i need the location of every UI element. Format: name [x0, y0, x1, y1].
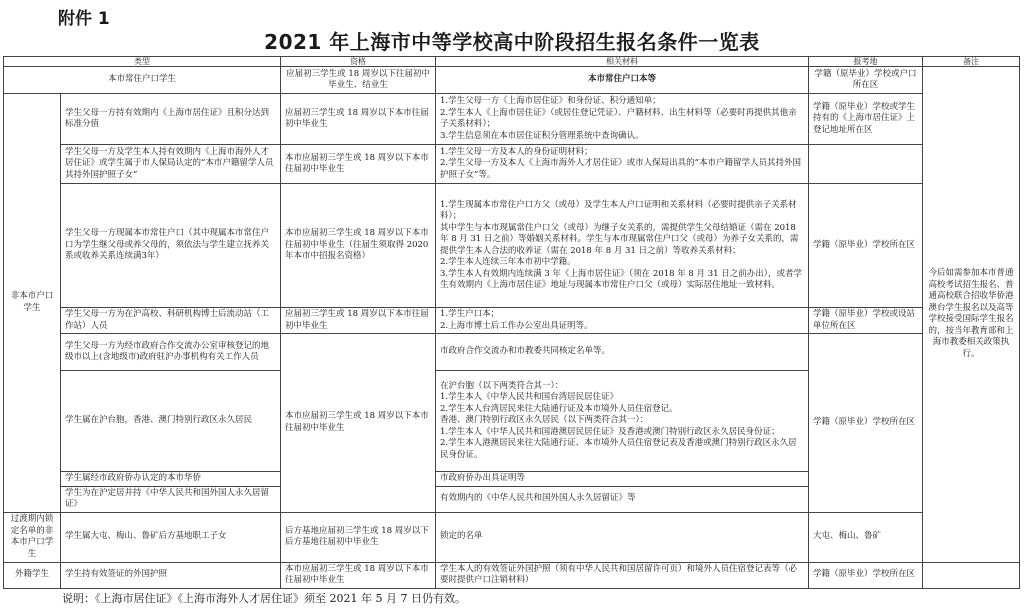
transition-label: 过渡期内锁定名单的非本市户口学生	[4, 512, 61, 562]
material-line: 2.上海市博士后工作办公室出具证明等。	[440, 320, 593, 331]
material-line: 1.学生户口本；	[440, 309, 500, 319]
nonlocal-label: 非本市户口学生	[4, 94, 61, 513]
location-cell: 学籍（原毕业）学校或学生持有的《上海市居住证》上登记地址所在区	[809, 94, 923, 145]
table-row	[4, 562, 1020, 588]
table-row	[4, 184, 1020, 308]
location-cell: 学籍（原毕业）学校所在区	[809, 334, 923, 513]
table-row	[4, 94, 1020, 145]
material-line: 1.学生本人《中华人民共和国港澳居民居住证》及香港或澳门特别行政区永久居民身份证；	[440, 426, 780, 437]
material-line: 2.学生本人港澳居民来往大陆通行证、本市境外人员住宿登记表及香港或澳门特别行政区永久居民身份证。	[440, 438, 797, 460]
local-location: 学籍（原毕业）学校或户口所在区	[809, 67, 923, 94]
category-cell: 学生父母一方持有效期内《上海市居住证》且积分达到标准分值	[61, 94, 281, 145]
table-row	[4, 145, 1020, 184]
qualification-cell: 应届初三学生或 18 周岁以下本市往届初中毕业生	[281, 94, 436, 145]
qualification-cell: 本市应届初三学生或 18 周岁以下本市往届初中毕业生	[281, 334, 436, 513]
material-line: 市政府侨办出具证明等	[440, 473, 526, 483]
footnote: 说明：《上海市居住证》《上海市海外人才居住证》须至 2021 年 5 月 7 日仍有效。	[62, 592, 466, 605]
header-remarks: 备注	[923, 57, 1020, 67]
material-line: 市政府合作交流办和市教委共同核定名单等。	[440, 346, 611, 357]
material-line: 1.学生父母一方《上海市居住证》和身份证、积分通知单；	[440, 96, 661, 106]
foreign-label: 外籍学生	[4, 562, 61, 588]
table-row	[4, 67, 1020, 94]
local-qualification: 应届初三学生或 18 周岁以下往届初中毕业生、结业生	[281, 67, 436, 94]
materials-cell	[436, 371, 809, 472]
remarks-empty-cell	[923, 562, 1020, 588]
materials-cell	[436, 184, 809, 308]
materials-cell	[436, 145, 809, 184]
category-cell: 学生父母一方为经市政府合作交流办公室审核登记的地级市以上(含地级市)政府驻沪办事机构有关工作人员	[61, 334, 281, 371]
remarks-cell: 今后如需参加本市普通高校考试招生报名、普通高校联合招收华侨港澳台学生报名以及高等学校接受国际学生报名的，按当年教育部和上海市教委相关政策执行。	[923, 67, 1020, 563]
material-line: 有效期内的《中华人民共和国外国人永久居留证》等	[440, 493, 636, 504]
materials-cell	[436, 334, 809, 371]
category-cell: 学生父母一方及学生本人持有效期内《上海市海外人才居住证》或学生属于市人保局认定的“本市户籍留学人员其持外国护照子女”	[61, 145, 281, 184]
local-materials: 本市常住户口本等	[436, 67, 809, 94]
category-cell: 学生属大屯、梅山、鲁矿后方基地职工子女	[61, 512, 281, 562]
material-line: 2.学生父母一方及本人《上海市海外人才居住证》或市人保局出具的“本市户籍留学人员其持外国护照子女”等。	[440, 158, 801, 180]
location-cell: 学籍（原毕业）学校所在区	[809, 562, 923, 588]
qualification-cell: 本市应届初三学生或 18 周岁以下本市往届初中毕业生	[281, 562, 436, 588]
material-line: 1.学生父母一方及本人的身份证明材料；	[440, 146, 593, 157]
materials-cell	[436, 562, 809, 588]
document-title: 2021 年上海市中等学校高中阶段招生报名条件一览表	[264, 30, 760, 54]
header-row	[4, 57, 1020, 67]
materials-cell	[436, 308, 809, 334]
category-cell: 学生持有效签证的外国护照	[61, 562, 281, 588]
material-line: 2.学生本人连续三年本市初中学籍。	[440, 257, 576, 267]
material-line: 在沪台胞（以下两类符合其一）：	[440, 380, 564, 391]
materials-cell: 锁定的名单	[436, 512, 809, 562]
category-cell: 学生父母一方为在沪高校、科研机构博士后流动站（工作站）人员	[61, 308, 281, 334]
qualification-cell: 后方基地应届初三学生或 18 周岁以下后方基地往届初中毕业生	[281, 512, 436, 562]
admission-conditions-table	[3, 56, 1020, 589]
location-cell: 学籍（原毕业）学校或设站单位所在区	[809, 308, 923, 334]
category-cell: 学生父母一方现属本市常住户口（其中现属本市常住户口为学生继父母或养父母的，须依法与学生建立抚养关系或收养关系连续满3年）	[61, 184, 281, 308]
header-qualification: 资格	[281, 57, 436, 67]
materials-cell	[436, 472, 809, 487]
qualification-cell: 应届初三学生或 18 周岁以下本市往届初中毕业生	[281, 308, 436, 334]
attachment-label: 附件 1	[58, 9, 110, 29]
material-line: 1.学生本人《中华人民共和国台湾居民居住证》	[440, 392, 619, 403]
local-category: 本市常住户口学生	[4, 67, 281, 94]
material-line: 1.学生现属本市常住户口方父（或母）及学生本人户口证明和关系材料（必要时提供亲子关系材料）；	[440, 199, 797, 221]
header-category: 类型	[4, 57, 281, 67]
location-cell: 大屯、梅山、鲁矿	[809, 512, 923, 562]
material-line: 其中学生与本市现属常住户口父（或母）为继子女关系的，需提供学生父母结婚证（需在 2018 年 8 月 31 日之前）等婚姻关系材料。学生与本市现属常住户口父（或母）为养子女关系的，需提供学生本人合法的收养证（需在 2018 年 8 月 31 日之前）等收养关系材料；	[440, 222, 799, 256]
table-row	[4, 308, 1020, 334]
category-cell: 学生属在沪台胞，香港、澳门特别行政区永久居民	[61, 371, 281, 472]
material-line: 3.学生本人有效期内连续满 3 年《上海市居住证》（须在 2018 年 8 月 31 日之前办出），或者学生有效期内《上海市居住证》地址与现属本市常住户口父（或母）实际居住地址一致材料。	[440, 268, 802, 290]
materials-cell	[436, 486, 809, 512]
qualification-cell: 本市应届初三学生或 18 周岁以下本市往届初中毕业生（往届生须取得 2020 年本市中招报名资格）	[281, 184, 436, 308]
qualification-cell: 本市应届初三学生或 18 周岁以下本市往届初中毕业生	[281, 145, 436, 184]
location-cell	[809, 145, 923, 184]
category-cell: 学生为在沪定居并持《中华人民共和国外国人永久居留证》	[61, 486, 281, 512]
location-cell: 学籍（原毕业）学校所在区	[809, 184, 923, 308]
material-line: 2.学生本人台湾居民来往大陆通行证及本市境外人员住宿登记。	[440, 403, 678, 414]
material-line: 香港、澳门特别行政区永久居民（以下两类符合其一）：	[440, 415, 649, 426]
header-location: 报考地	[809, 57, 923, 67]
header-materials: 相关材料	[436, 57, 809, 67]
material-line: 3.学生信息须在本市居住证积分管理系统中查询确认。	[440, 130, 644, 141]
material-line: 2.学生本人《上海市居住证》（或居住登记凭证）、户籍材料、出生材料等（必要时再提供其他亲子关系材料）；	[440, 107, 797, 129]
materials-cell	[436, 94, 809, 145]
table-row	[4, 334, 1020, 371]
category-cell: 学生属经市政府侨办认定的本市华侨	[61, 472, 281, 487]
table-row	[4, 512, 1020, 562]
material-line: 学生本人的有效签证外国护照（须有中华人民共和国居留许可页）和境外人员住宿登记表等（必要时提供户口注销材料）	[440, 563, 798, 585]
